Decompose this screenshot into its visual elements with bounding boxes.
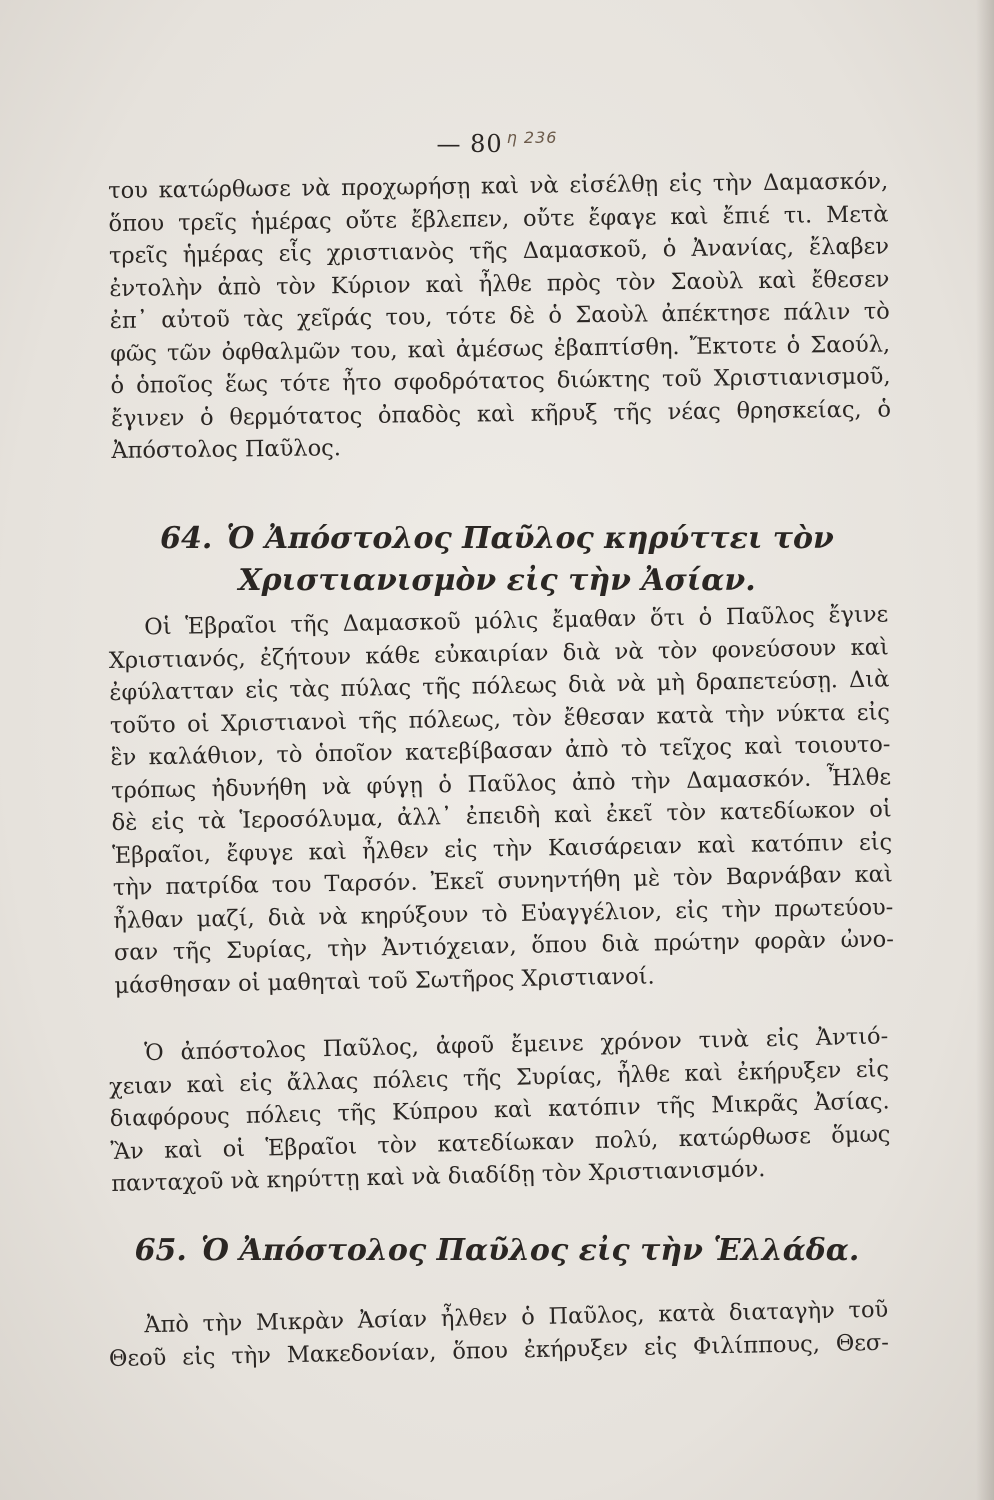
text-line: τὴν πατρίδα του Ταρσόν. Ἐκεῖ συνηντήθη μὲ τὸν Βαρνάβαν καὶ	[112, 861, 893, 901]
text-line: Ἂν καὶ οἱ Ἑβραῖοι τὸν κατεδίωκαν πολύ, κατώρθωσε ὅμως	[110, 1120, 891, 1165]
text-line: Ὁ ἀπόστολος Παῦλος, ἀφοῦ ἔμεινε χρόνον τινὰ εἰς Ἀντιό-	[144, 1023, 889, 1067]
handwritten-annotation: η 236	[506, 128, 558, 147]
text-line: ὁ ὁποῖος ἕως τότε ἦτο σφοδρότατος διώκτης τοῦ Χριστιανισμοῦ,	[110, 363, 891, 399]
section-number: 64.	[160, 521, 213, 556]
text-line: διαφόρους πόλεις τῆς Κύπρου καὶ κατόπιν τῆς Μικρᾶς Ἀσίας.	[109, 1088, 890, 1132]
text-line: ἔγινεν ὁ θερμότατος ὀπαδὸς καὶ κῆρυξ τῆς νέας θρησκείας, ὁ	[110, 395, 892, 432]
text-line: χειαν καὶ εἰς ἄλλας πόλεις τῆς Συρίας, ἦλθε καὶ ἐκήρυξεν εἰς	[108, 1055, 890, 1100]
section-number: 65.	[134, 1233, 187, 1268]
text-line: σαν τῆς Συρίας, τὴν Ἀντιόχειαν, ὅπου διὰ πρώτην φορὰν ὠνο-	[113, 926, 895, 966]
paragraph-3	[108, 1020, 891, 1200]
paragraph-1	[108, 165, 892, 467]
paragraph-2	[108, 598, 895, 1002]
page-header	[0, 128, 994, 158]
text-line: ἐντολὴν ἀπὸ τὸν Κύριον καὶ ἦλθε πρὸς τὸν Σαοὺλ καὶ ἔθεσεν	[109, 265, 890, 302]
text-line: τοῦτο οἱ Χριστιανοὶ τῆς πόλεως, τὸν ἔθεσαν κατὰ τὴν νύκτα εἰς	[109, 698, 891, 739]
text-line: δὲ εἰς τὰ Ἱεροσόλυμα, ἀλλ᾽ ἐπειδὴ καὶ ἐκεῖ τὸν κατεδίωκον οἱ	[111, 796, 892, 836]
page-edge-shadow	[976, 0, 994, 1500]
text-line: Ἑβραῖοι, ἔφυγε καὶ ἦλθεν εἰς τὴν Καισάρειαν καὶ κατόπιν εἰς	[112, 828, 893, 869]
section-title-line: Χριστιανισμὸν εἰς τὴν Ἀσίαν.	[238, 563, 756, 598]
section-65-heading	[0, 1230, 994, 1272]
paragraph-4	[108, 1294, 889, 1375]
text-line: ὅπου τρεῖς ἡμέρας οὔτε ἔβλεπεν, οὔτε ἔφαγε καὶ ἔπιέ τι. Μετὰ	[108, 200, 889, 237]
text-line: Χριστιανός, ἐζήτουν κάθε εὐκαιρίαν διὰ νὰ τὸν φονεύσουν καὶ	[108, 633, 889, 674]
text-line: τρόπως ἠδυνήθη νὰ φύγῃ ὁ Παῦλος ἀπὸ τὴν Δαμασκόν. Ἦλθε	[110, 763, 892, 804]
text-line: ἦλθαν μαζί, διὰ νὰ κηρύξουν τὸ Εὐαγγέλιον, εἰς τὴν πρωτεύου-	[113, 893, 894, 934]
text-line: Ἀπὸ τὴν Μικρὰν Ἀσίαν ἦλθεν ὁ Παῦλος, κατὰ διαταγὴν τοῦ	[144, 1296, 889, 1339]
text-line: Ἀπόστολος Παῦλος.	[111, 435, 342, 464]
page-number: — 80	[436, 130, 503, 158]
text-line: ἓν καλάθιον, τὸ ὁποῖον κατεβίβασαν ἀπὸ τὸ τεῖχος καὶ τοιουτο-	[110, 731, 891, 771]
text-line: ἐπ᾽ αὐτοῦ τὰς χεῖράς του, τότε δὲ ὁ Σαοὺλ ἀπέκτησε πάλιν τὸ	[109, 298, 890, 334]
text-line: ἐφύλατταν εἰς τὰς πύλας τῆς πόλεως διὰ νὰ μὴ δραπετεύσῃ. Διὰ	[109, 666, 890, 706]
section-64-heading	[0, 518, 994, 602]
section-title-line: Ὁ Ἀπόστολος Παῦλος κηρύττει τὸν	[226, 521, 834, 556]
text-line: Οἱ Ἑβραῖοι τῆς Δαμασκοῦ μόλις ἔμαθαν ὅτι ὁ Παῦλος ἔγινε	[144, 601, 889, 641]
text-line: φῶς τῶν ὀφθαλμῶν του, καὶ ἀμέσως ἐβαπτίσθη. Ἔκτοτε ὁ Σαούλ,	[110, 330, 891, 367]
text-line: τρεῖς ἡμέρας εἷς χριστιανὸς τῆς Δαμασκοῦ, ὁ Ἀνανίας, ἔλαβεν	[108, 233, 890, 269]
section-title: Ὁ Ἀπόστολος Παῦλος εἰς τὴν Ἑλλάδα.	[200, 1233, 860, 1268]
text-line: του κατώρθωσε νὰ προχωρήσῃ καὶ νὰ εἰσέλθῃ εἰς τὴν Δαμασκόν,	[108, 168, 889, 204]
text-line: Θεοῦ εἰς τὴν Μακεδονίαν, ὅπου ἐκήρυξεν εἰς Φιλίππους, Θεσ-	[108, 1329, 890, 1372]
text-line: πανταχοῦ νὰ κηρύττῃ καὶ νὰ διαδίδῃ τὸν Χριστιανισμόν.	[111, 1156, 766, 1197]
text-line: μάσθησαν οἱ μαθηταὶ τοῦ Σωτῆρος Χριστιανοί.	[114, 963, 655, 999]
